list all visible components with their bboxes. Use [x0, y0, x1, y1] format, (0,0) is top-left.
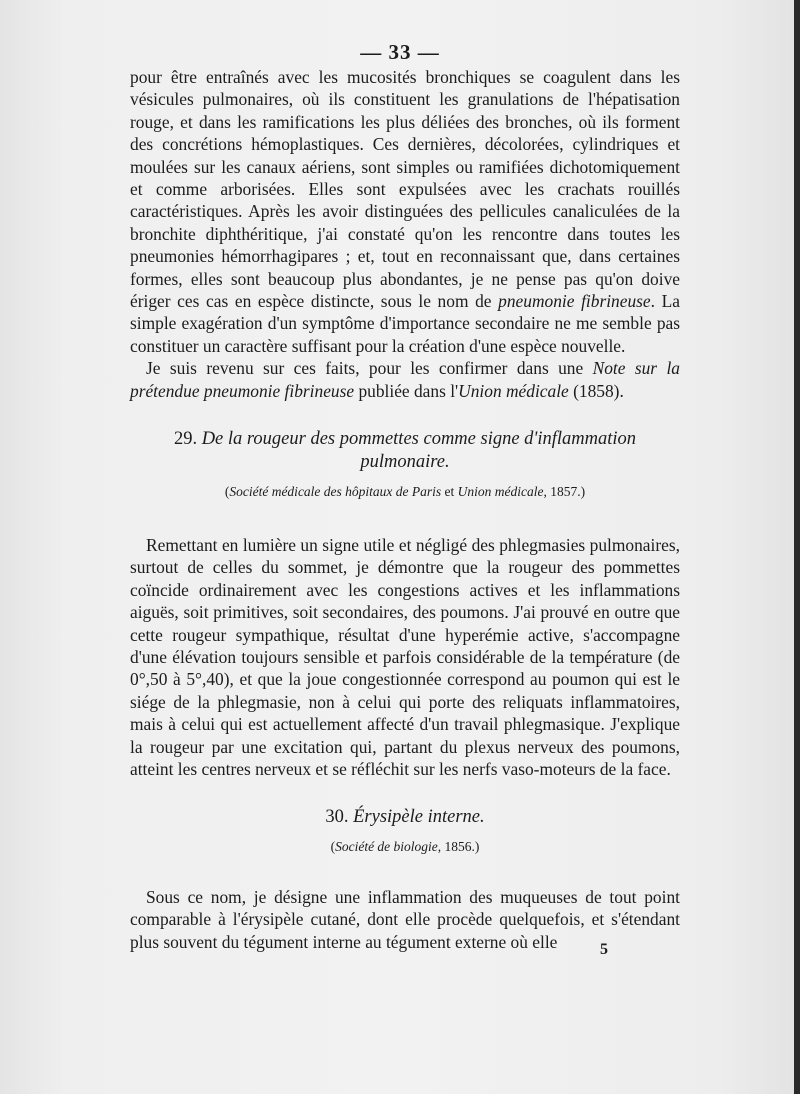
section-30-paragraph: Sous ce nom, je désigne une inflammation des muqueuses de tout point comparable à l'érysipèle cutané, dont elle procède quelquefois, et s'étendant plus souvent du tégument interne au tégument externe où elle	[130, 887, 680, 952]
section-30-source: (Société de biologie, 1856.)	[330, 839, 480, 854]
section-29-paragraph: Remettant en lumière un signe utile et négligé des phlegmasies pulmonaires, surtout de celles du sommet, je démontre que la rougeur des pommettes coïncide ordinairement avec les congestions actives et les inflammations aiguës, soit primitives, soit secondaires, des poumons. J'ai prouvé en outre que cette rougeur sympathique, résultat d'une hyperémie active, s'accompagne d'une élévation toujours sensible et parfois considérable de la température (de 0°,50 à 5°,40), et que la joue congestionnée correspond au poumon qui est le siége de la phlegmasie, non à celui qui porte des reliquats inflammatoires, mais à celui qui est actuellement affecté d'un travail phlegmasique. J'explique la rougeur par une excitation qui, partant du plexus nerveux des poumons, atteint les centres nerveux et se réfléchit sur les nerfs vaso-moteurs de la face.	[130, 535, 680, 780]
paragraph-2: Je suis revenu sur ces faits, pour les confirmer dans une Note sur la prétendue pneumonie fibrineuse publiée dans l'Union médicale (1858).	[130, 358, 680, 401]
section-30-number: 30.	[325, 807, 349, 827]
italic-journal: Union médicale	[458, 380, 569, 401]
section-29-heading	[130, 428, 680, 474]
section-29-number: 29.	[173, 429, 198, 449]
section-29-title: De la rougeur des pommettes comme signe d'inflammation pulmonaire.	[201, 429, 637, 472]
signature-mark: 5	[600, 941, 608, 958]
italic-note-title: Note sur la prétendue pneumonie fibrineuse	[130, 358, 680, 401]
section-30-body	[130, 886, 680, 953]
section-30-title: Érysipèle interne.	[353, 807, 485, 827]
section-29-source: (Société médicale des hôpitaux de Paris et Union médicale, 1857.)	[224, 484, 586, 499]
section-30-heading	[130, 806, 680, 829]
page-edge-shadow	[794, 0, 800, 1094]
paragraph-1: pour être entraînés avec les mucosités bronchiques se coagulent dans les vésicules pulmonaires, où ils constituent les granulations de l'hépatisation rouge, et dans les ramifications les plus déliées des bronches, où ils forment des concrétions hémoplastiques. Ces dernières, décolorées, cylindriques et moulées sur les canaux aériens, sont simples ou ramifiées dichotomiquement et comme arborisées. Elles sont expulsées avec les crachats rouillés caractéristiques. Après les avoir distinguées des pellicules canaliculées de la bronchite diphthéritique, j'ai constaté qu'on les rencontre dans toutes les pneumonies hémorrhagipares ; et, tout en reconnaissant que, dans certaines formes, elles sont beaucoup plus abondantes, je ne pense pas qu'on doive ériger ces cas en espèce distincte, sous le nom de pneumonie fibrineuse. La simple exagération d'un symptôme d'importance secondaire ne me semble pas constituer un caractère suffisant pour la création d'une espèce nouvelle.	[130, 67, 680, 356]
page-number: — 33 —	[360, 40, 440, 64]
italic-term: pneumonie fibrineuse	[498, 291, 651, 312]
section-29-body	[130, 534, 680, 780]
body-text-top	[130, 66, 680, 402]
